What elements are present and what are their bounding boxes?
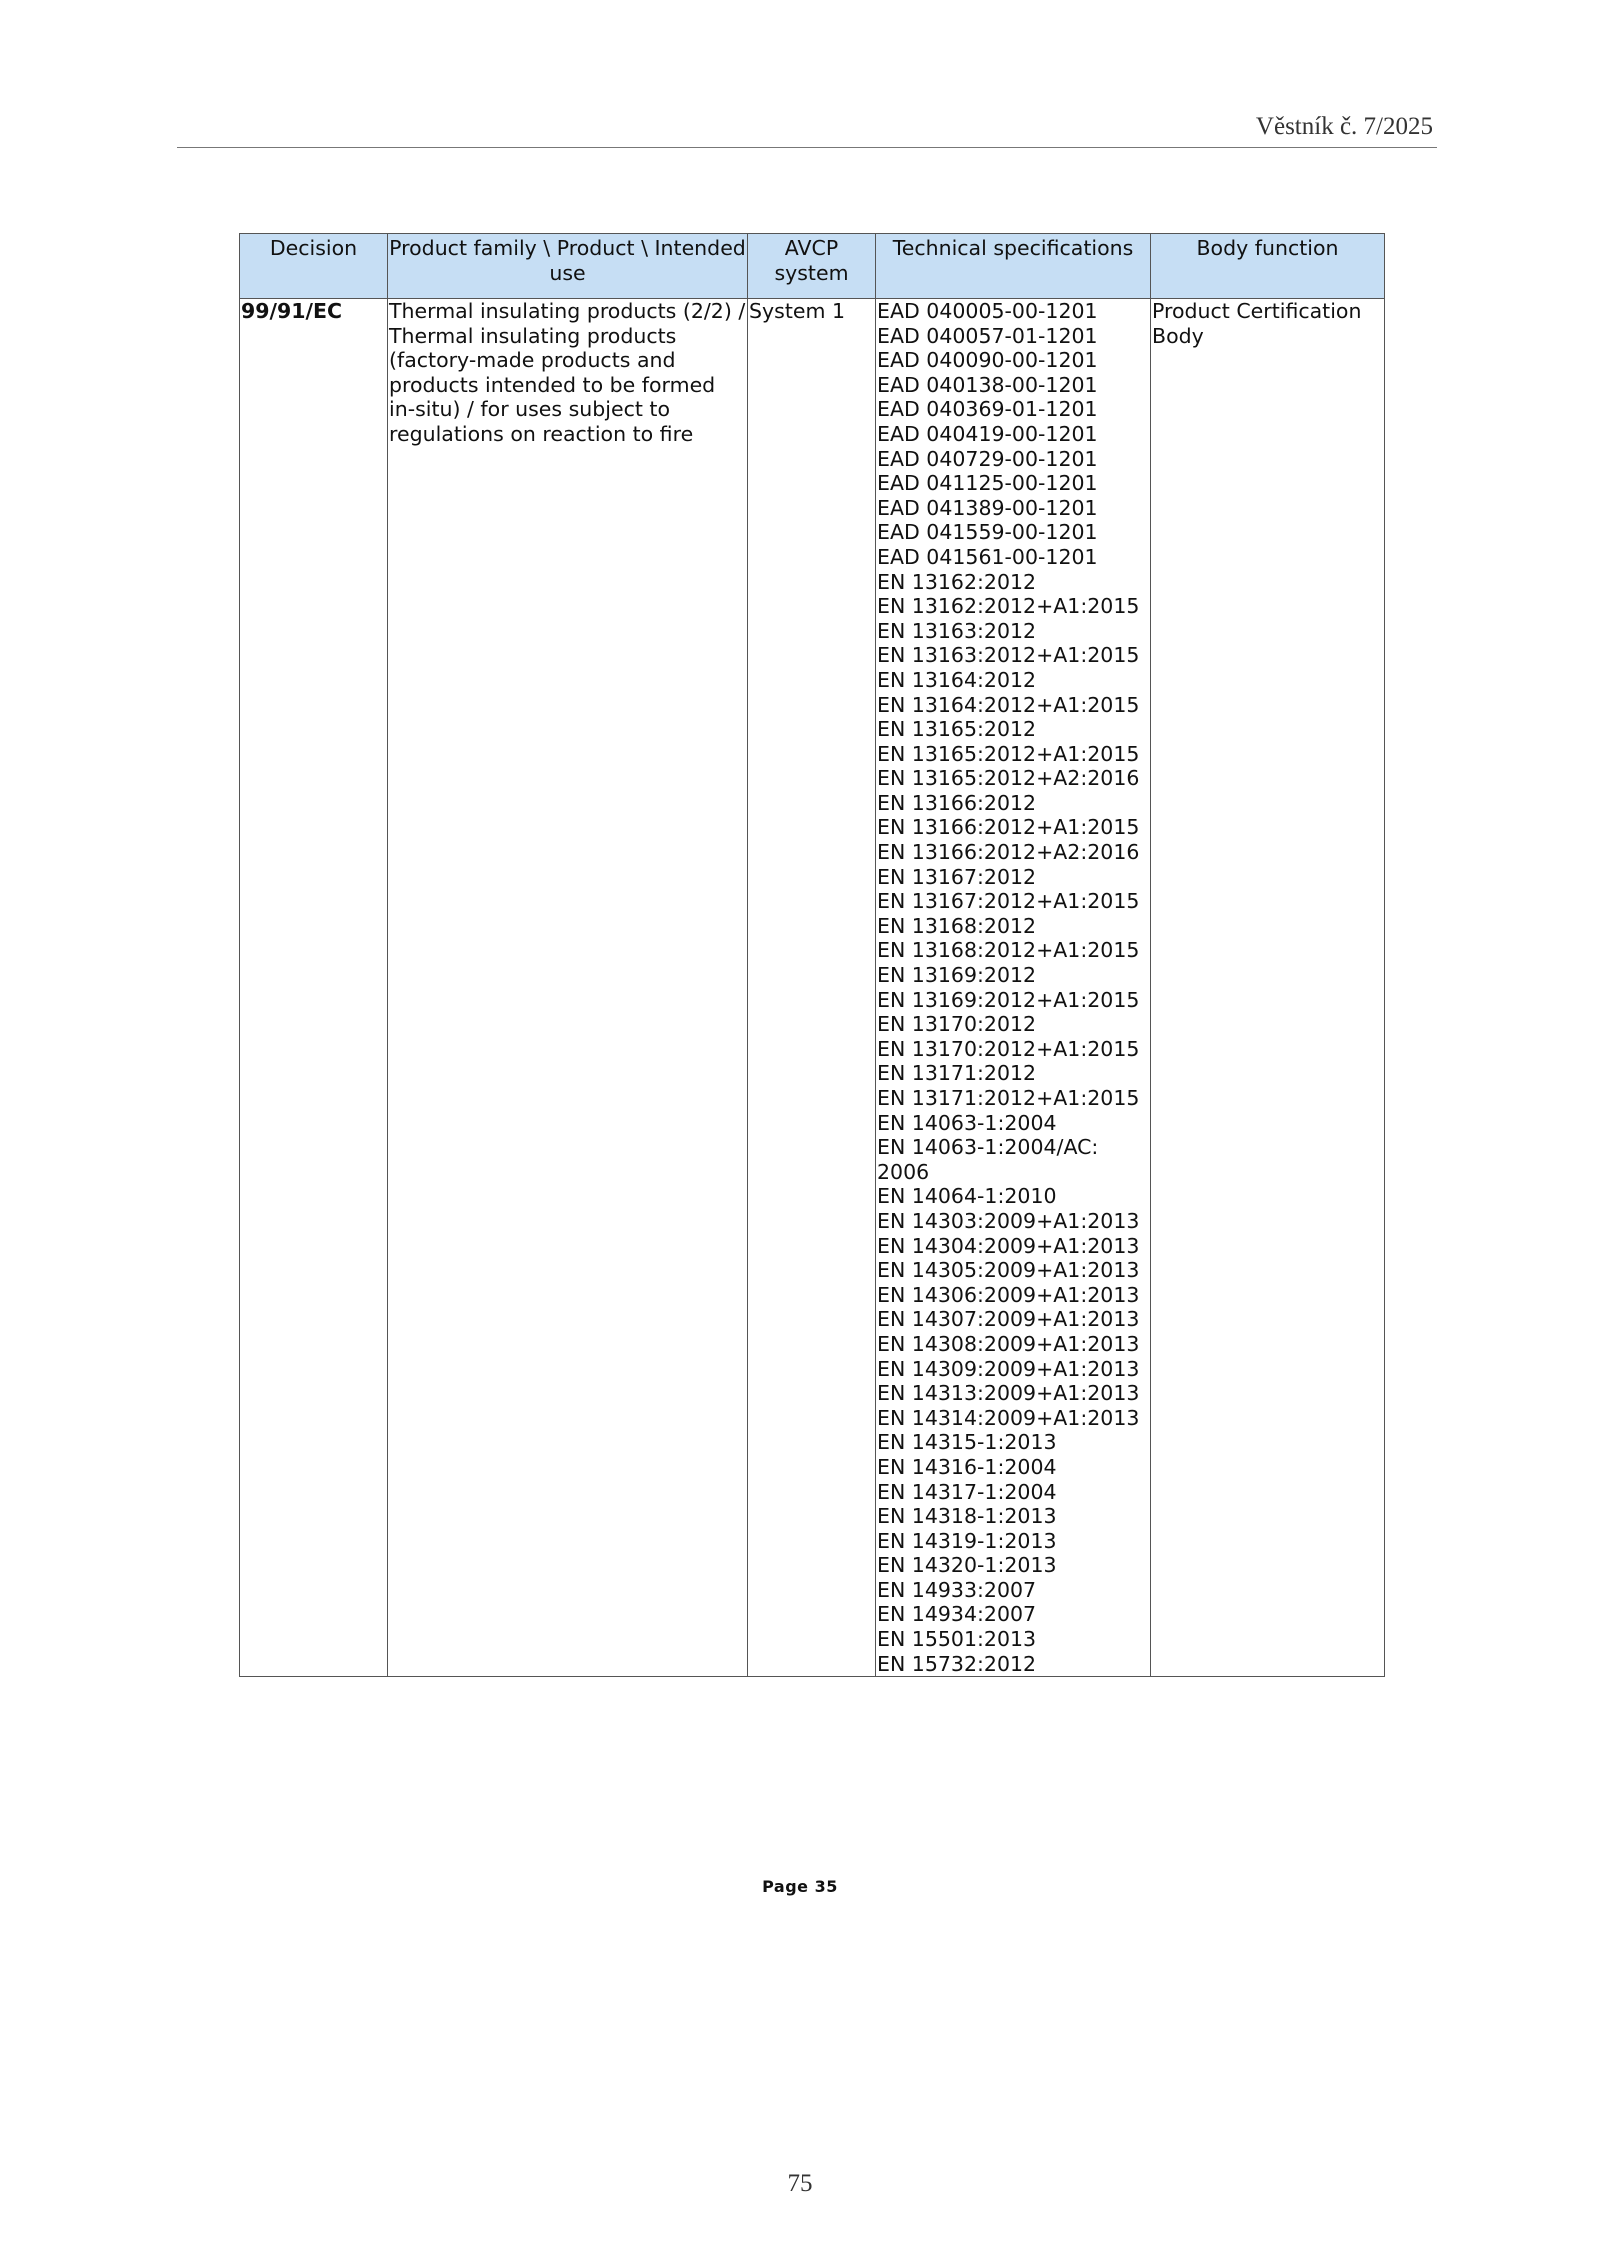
- spec-item: EN 14304:2009+A1:2013: [877, 1233, 1140, 1258]
- spec-item: EN 14303:2009+A1:2013: [877, 1208, 1140, 1233]
- running-header-title: Věstník č. 7/2025: [1255, 113, 1433, 140]
- cell-body-function: Product Certification Body: [1151, 299, 1385, 1677]
- header-body-function: Body function: [1151, 234, 1385, 299]
- spec-item: EN 14320-1:2013: [877, 1553, 1057, 1578]
- spec-item: EN 14064-1:2010: [877, 1184, 1057, 1209]
- spec-item: EAD 040729-00-1201: [877, 446, 1098, 471]
- spec-item: EN 14308:2009+A1:2013: [877, 1331, 1140, 1356]
- spec-item: EN 14314:2009+A1:2013: [877, 1405, 1140, 1430]
- spec-item: EN 14063-1:2004/AC:: [877, 1135, 1099, 1160]
- spec-item: EN 13164:2012: [877, 667, 1037, 692]
- spec-item: EN 13166:2012+A2:2016: [877, 840, 1140, 865]
- table-header-row: [240, 234, 1385, 299]
- spec-item: EN 13165:2012: [877, 717, 1037, 742]
- spec-item: EN 14306:2009+A1:2013: [877, 1282, 1140, 1307]
- spec-item: EN 14307:2009+A1:2013: [877, 1307, 1140, 1332]
- spec-item: EN 14313:2009+A1:2013: [877, 1381, 1140, 1406]
- table-row: [240, 299, 1385, 1677]
- page-number: 75: [787, 2170, 813, 2197]
- spec-item: EAD 040057-01-1201: [877, 323, 1098, 348]
- header-product-family: Product family \ Product \ Intended use: [388, 234, 748, 299]
- spec-item: EAD 041561-00-1201: [877, 544, 1098, 569]
- spec-item: EN 13165:2012+A2:2016: [877, 766, 1140, 791]
- spec-item: 2006: [877, 1159, 930, 1184]
- cell-technical-specifications: [876, 299, 1151, 1677]
- spec-item: EN 14305:2009+A1:2013: [877, 1258, 1140, 1283]
- page-label: Page 35: [762, 1877, 838, 1896]
- spec-item: EN 13163:2012+A1:2015: [877, 643, 1140, 668]
- specifications-table: [239, 233, 1385, 1677]
- spec-item: EAD 040090-00-1201: [877, 348, 1098, 373]
- header-avcp-system: AVCP system: [748, 234, 876, 299]
- cell-avcp-system: System 1: [748, 299, 876, 1677]
- spec-item: EN 13165:2012+A1:2015: [877, 741, 1140, 766]
- cell-decision: 99/91/EC: [240, 299, 388, 1677]
- spec-item: EN 13166:2012: [877, 790, 1037, 815]
- spec-item: EAD 041389-00-1201: [877, 495, 1098, 520]
- spec-item: EN 14316-1:2004: [877, 1454, 1057, 1479]
- spec-item: EAD 041125-00-1201: [877, 471, 1098, 496]
- cell-product-family: Thermal insulating products (2/2) / Thermal insulating products (factory-made products and products intended to be formed in-situ) / for uses subject to regulations on reaction to fire: [388, 299, 748, 1677]
- spec-item: EN 13167:2012: [877, 864, 1037, 889]
- header-decision: Decision: [240, 234, 388, 299]
- spec-item: EN 13171:2012+A1:2015: [877, 1086, 1140, 1110]
- spec-item: EN 14934:2007: [877, 1602, 1037, 1627]
- spec-item: EN 13168:2012: [877, 913, 1037, 938]
- spec-item: EN 13162:2012+A1:2015: [877, 594, 1140, 619]
- spec-item: EN 13169:2012: [877, 963, 1037, 988]
- spec-item: EN 15732:2012: [877, 1651, 1037, 1676]
- spec-item: EN 14933:2007: [877, 1577, 1037, 1602]
- spec-item: EN 14063-1:2004: [877, 1110, 1057, 1135]
- spec-item: EN 13164:2012+A1:2015: [877, 692, 1140, 717]
- spec-item: EAD 040369-01-1201: [877, 397, 1098, 422]
- spec-item: EN 13170:2012: [877, 1012, 1037, 1037]
- spec-item: EN 13168:2012+A1:2015: [877, 938, 1140, 963]
- header-rule: [177, 147, 1437, 148]
- spec-item: EN 13163:2012: [877, 618, 1037, 643]
- spec-item: EN 13166:2012+A1:2015: [877, 815, 1140, 840]
- spec-item: EAD 041559-00-1201: [877, 520, 1098, 545]
- spec-item: EN 14315-1:2013: [877, 1430, 1057, 1455]
- spec-item: EN 13171:2012: [877, 1061, 1037, 1086]
- spec-item: EN 14318-1:2013: [877, 1504, 1057, 1529]
- spec-item: EN 13169:2012+A1:2015: [877, 987, 1140, 1012]
- spec-item: EAD 040005-00-1201: [877, 299, 1098, 323]
- spec-item: EN 15501:2013: [877, 1627, 1037, 1652]
- spec-item: EN 13162:2012: [877, 569, 1037, 594]
- spec-item: EAD 040138-00-1201: [877, 372, 1098, 397]
- spec-item: EN 13170:2012+A1:2015: [877, 1036, 1140, 1061]
- spec-item: EN 14309:2009+A1:2013: [877, 1356, 1140, 1381]
- header-technical-specifications: Technical specifications: [876, 234, 1151, 299]
- spec-item: EN 13167:2012+A1:2015: [877, 889, 1140, 914]
- spec-item: EAD 040419-00-1201: [877, 421, 1098, 446]
- spec-item: EN 14317-1:2004: [877, 1479, 1057, 1504]
- spec-item: EN 14319-1:2013: [877, 1528, 1057, 1553]
